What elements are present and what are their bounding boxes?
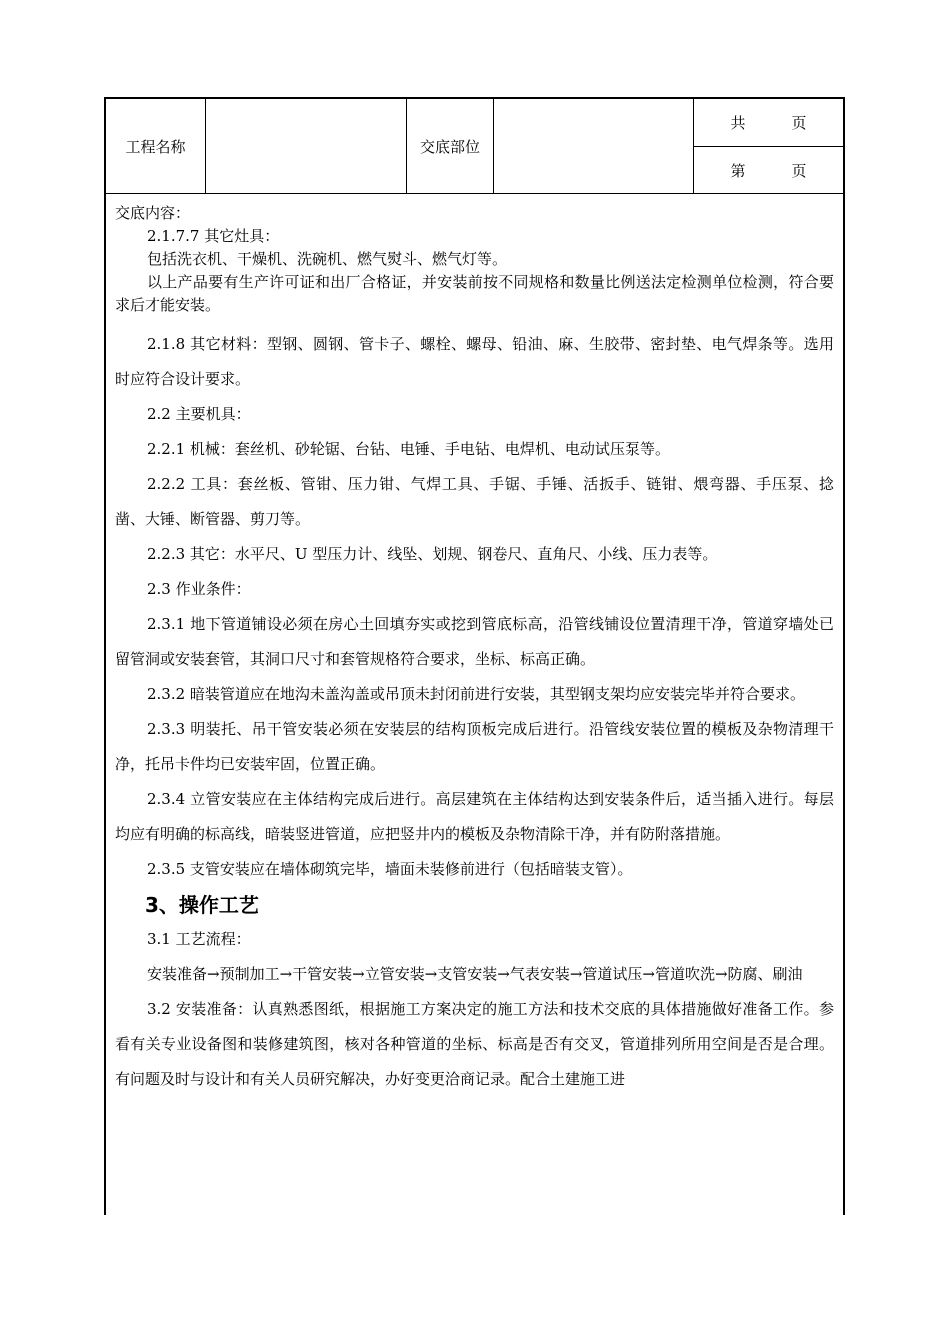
total-pages: 共 页 <box>730 114 807 132</box>
form-header <box>106 99 843 194</box>
paragraph: 2.3.3 明装托、吊干管安装必须在安装层的结构顶板完成后进行。沿管线安装位置的模板及杂物清理干净，托吊卡件均已安装牢固，位置正确。 <box>115 720 834 773</box>
disclosure-content <box>106 193 843 1097</box>
project-name-label: 工程名称 <box>125 137 186 156</box>
disclosure-form <box>104 97 845 1215</box>
paragraph: 2.3.5 支管安装应在墙体砌筑完毕，墙面未装修前进行（包括暗装支管）。 <box>147 860 633 878</box>
paragraph: 2.2.2 工具：套丝板、管钳、压力钳、气焊工具、手锯、手锤、活扳手、链钳、煨弯器、手压泵、捻凿、大锤、断管器、剪刀等。 <box>115 475 834 528</box>
paragraph: 2.3.4 立管安装应在主体结构完成后进行。高层建筑在主体结构达到安装条件后，适当插入进行。每层均应有明确的标高线，暗装竖进管道，应把竖井内的模板及杂物清除干净，并有防附落措施。 <box>115 790 834 843</box>
paragraph: 包括洗衣机、干燥机、洗碗机、燃气熨斗、燃气灯等。 <box>147 250 508 268</box>
location-label: 交底部位 <box>419 137 480 156</box>
paragraph: 2.3.2 暗装管道应在地沟未盖沟盖或吊顶未封闭前进行安装，其型钢支架均应安装完毕并符合要求。 <box>147 685 805 703</box>
paragraph: 2.2.3 其它：水平尺、U 型压力计、线坠、划规、钢卷尺、直角尺、小线、压力表等。 <box>147 545 718 563</box>
intro-label: 交底内容： <box>115 204 191 222</box>
paragraph: 以上产品要有生产许可证和出厂合格证，并安装前按不同规格和数量比例送法定检测单位检测，符合要求后才能安装。 <box>115 273 834 314</box>
section-heading: 3、操作工艺 <box>145 893 259 917</box>
paragraph: 2.3 作业条件： <box>147 580 251 598</box>
page-number: 第 页 <box>730 162 807 180</box>
location-value <box>494 99 693 193</box>
paragraph: 2.2 主要机具： <box>147 405 251 423</box>
paragraph: 2.1.8 其它材料：型钢、圆钢、管卡子、螺栓、螺母、铅油、麻、生胶带、密封垫、电气焊条等。选用时应符合设计要求。 <box>115 335 834 388</box>
paragraph: 2.1.7.7 其它灶具： <box>147 227 280 245</box>
project-name-value <box>206 99 406 193</box>
paragraph: 2.2.1 机械：套丝机、砂轮锯、台钻、电锤、手电钻、电焊机、电动试压泵等。 <box>147 440 670 458</box>
paragraph: 3.2 安装准备：认真熟悉图纸，根据施工方案决定的施工方法和技术交底的具体措施做好准备工作。参看有关专业设备图和装修建筑图，核对各种管道的坐标、标高是否有交叉，管道排列所用空间是否是合理。有问题及时与设计和有关人员研究解决，办好变更洽商记录。配合土建施工进 <box>115 1000 834 1088</box>
process-flow: 安装准备→预制加工→干管安装→立管安装→支管安装→气表安装→管道试压→管道吹洗→防腐、刷油 <box>147 965 803 983</box>
paragraph: 3.1 工艺流程： <box>147 930 251 948</box>
paragraph: 2.3.1 地下管道铺设必须在房心土回填夯实或挖到管底标高，沿管线铺设位置清理干净，管道穿墙处已留管洞或安装套管，其洞口尺寸和套管规格符合要求，坐标、标高正确。 <box>115 615 834 668</box>
